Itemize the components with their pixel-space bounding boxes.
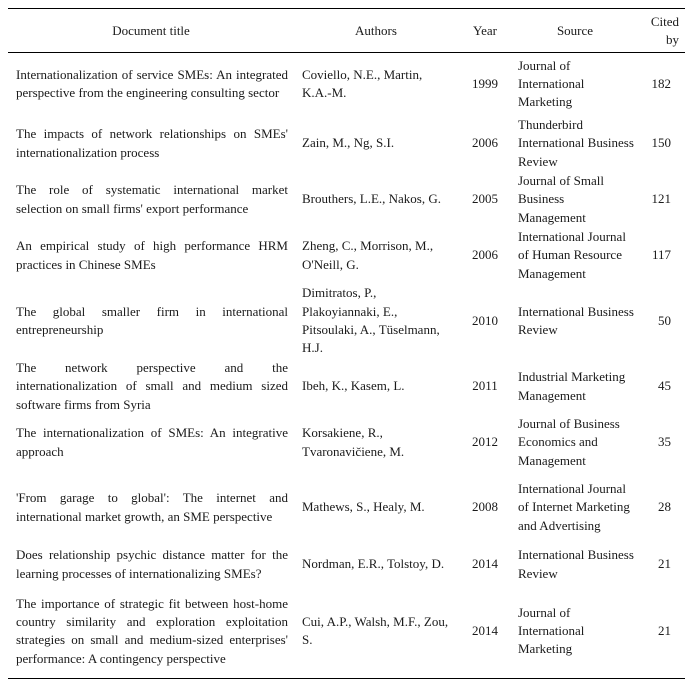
cell-year: 2011 — [472, 378, 498, 394]
cell-authors: Coviello, N.E., Martin, K.A.-M. — [302, 66, 423, 101]
cell-cited-by: 28 — [658, 499, 671, 515]
cell-authors: Zain, M., Ng, S.I. — [302, 135, 395, 151]
cell-source: Journal of Small Business Management — [518, 173, 604, 225]
cell-document-title: The network perspective and the internationalization of small and medium sized software firms from Syria — [16, 360, 288, 412]
cell-authors: Korsakiene, R., Tvaronavičiene, M. — [302, 425, 405, 459]
cell-source: Thunderbird International Business Review — [518, 117, 634, 169]
cell-cited-by: 50 — [658, 312, 671, 328]
cell-authors: Mathews, S., Healy, M. — [302, 499, 425, 515]
table-row — [8, 284, 685, 359]
cell-year: 2012 — [472, 434, 498, 450]
cell-year: 2010 — [472, 312, 498, 328]
header-authors: Authors — [294, 9, 458, 53]
cell-source: International Journal of Internet Marketing and Advertising — [518, 481, 630, 533]
cell-cited-by: 45 — [658, 378, 671, 394]
cell-cited-by: 121 — [651, 191, 671, 207]
header-source: Source — [512, 9, 638, 53]
cell-source: Industrial Marketing Management — [518, 369, 626, 403]
cell-year: 2008 — [472, 499, 498, 515]
cell-source: Journal of International Marketing — [518, 57, 585, 110]
cell-source: International Business Review — [518, 303, 634, 337]
header-row — [8, 9, 685, 53]
cell-authors: Nordman, E.R., Tolstoy, D. — [302, 556, 445, 572]
cell-cited-by: 35 — [658, 434, 671, 450]
table-row — [8, 545, 685, 585]
header-year: Year — [458, 9, 512, 53]
table-row — [8, 415, 685, 471]
cell-document-title: The importance of strategic fit between host-home country similarity and exploration exploitation strategies on small and medium-sized enterprises' performance: A contingency perspective — [8, 585, 294, 679]
cell-authors: Dimitratos, P., Plakoyiannaki, E., Pitsoulaki, A., Tüselmann, H.J. — [302, 285, 440, 356]
cell-year: 1999 — [472, 76, 498, 92]
cell-document-title: Does relationship psychic distance matter for the learning processes of internationalizing SMEs? — [16, 547, 288, 581]
cell-document-title: The global smaller firm in international entrepreneurship — [16, 303, 288, 337]
cell-source: Journal of Business Economics and Management — [518, 416, 620, 468]
table-row — [8, 228, 685, 284]
cell-year: 2006 — [472, 247, 498, 263]
cell-year: 2005 — [472, 191, 498, 207]
cell-authors: Cui, A.P., Walsh, M.F., Zou, S. — [294, 585, 458, 679]
cell-document-title: Internationalization of service SMEs: An integrated perspective from the engineering consulting sector — [16, 66, 288, 101]
table-row — [8, 585, 685, 679]
header-document-title: Document title — [8, 9, 294, 53]
cell-year: 2014 — [472, 556, 498, 572]
cell-source: International Journal of Human Resource Management — [518, 229, 626, 281]
cell-cited-by: 21 — [658, 556, 671, 572]
cell-cited-by: 150 — [651, 135, 671, 151]
cell-authors: Brouthers, L.E., Nakos, G. — [302, 191, 442, 207]
cell-source: Journal of International Marketing — [512, 585, 638, 679]
cell-year: 2014 — [458, 585, 512, 679]
cell-cited-by: 21 — [638, 585, 685, 679]
cell-authors: Ibeh, K., Kasem, L. — [302, 378, 405, 394]
table-row — [8, 53, 685, 116]
table-body — [8, 53, 685, 679]
header-cited-by: Cited by — [638, 9, 685, 53]
cell-year: 2006 — [472, 135, 498, 151]
table-row — [8, 172, 685, 228]
cell-authors: Zheng, C., Morrison, M., O'Neill, G. — [302, 238, 434, 272]
citations-table — [8, 8, 685, 679]
cell-document-title: 'From garage to global': The internet and international market growth, an SME perspective — [16, 490, 288, 524]
table-header — [8, 9, 685, 53]
table-row — [8, 359, 685, 415]
table-row — [8, 116, 685, 172]
cell-document-title: An empirical study of high performance HRM practices in Chinese SMEs — [16, 238, 288, 272]
table-row — [8, 471, 685, 545]
cell-source: International Business Review — [518, 547, 634, 581]
cell-document-title: The impacts of network relationships on SMEs' internationalization process — [16, 126, 288, 160]
cell-cited-by: 117 — [651, 247, 671, 263]
cell-document-title: The internationalization of SMEs: An integrative approach — [16, 425, 288, 459]
cell-cited-by: 182 — [651, 76, 671, 92]
cell-document-title: The role of systematic international market selection on small firms' export performance — [16, 182, 288, 216]
